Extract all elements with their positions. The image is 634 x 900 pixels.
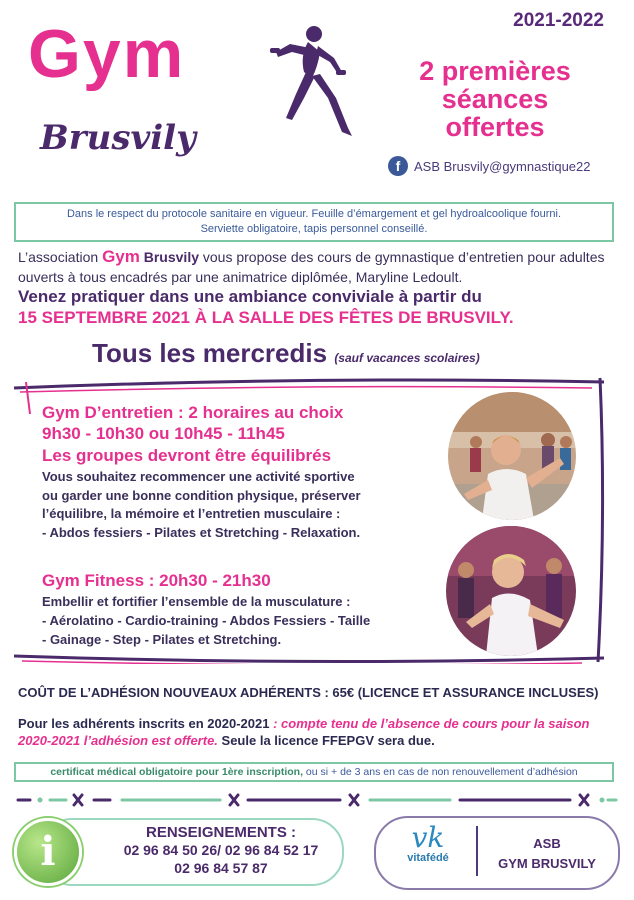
photo-gym-class-1: [448, 392, 576, 520]
contact-phone-1: 02 96 84 50 26/ 02 96 84 52 17: [123, 842, 319, 858]
cert-bold: certificat médical obligatoire pour 1ère inscription,: [50, 766, 303, 778]
offer-headline: 2 premières séances offertes: [419, 56, 571, 142]
intro-prefix: L’association: [18, 249, 103, 265]
vitafede-mark-icon: vk: [411, 821, 445, 854]
club-asb: ASB: [533, 836, 561, 851]
facebook-icon: f: [388, 156, 408, 176]
start-date: 15 SEPTEMBRE 2021 À LA SALLE DES FÊTES DE BRUSVILY.: [18, 308, 514, 328]
venez-line: Venez pratiquer dans une ambiance conviviale à partir du: [18, 287, 482, 306]
intro-brusvily: Brusvily: [143, 249, 199, 265]
season-label: 2021-2022: [513, 10, 604, 31]
logo-brusvily: Brusvily: [40, 118, 196, 158]
entretien-title: Gym D’entretien : 2 horaires au choix: [42, 403, 344, 422]
returning-members-note: [18, 716, 618, 750]
vitafede-logo: [388, 821, 468, 880]
entretien-line-2: ou garder une bonne condition physique, préserver: [42, 487, 361, 503]
photo-gym-class-2: [446, 526, 576, 656]
cert-rest: ou si + de 3 ans en cas de non renouvellement d’adhésion: [303, 766, 578, 778]
schedule-heading: [92, 338, 480, 369]
entretien-groups: Les groupes devront être équilibrés: [42, 445, 332, 465]
entretien-line-4: - Abdos fessiers - Pilates et Stretching - Relaxation.: [42, 525, 361, 541]
contact-title: RENSEIGNEMENTS :: [145, 824, 296, 841]
gym-entretien-section: [42, 402, 422, 543]
notice-line-2: Serviette obligatoire, tapis personnel conseillé.: [200, 222, 428, 235]
schedule-note: (sauf vacances scolaires): [334, 351, 480, 365]
membership-cost: COÛT DE L’ADHÉSION NOUVEAUX ADHÉRENTS : 65€ (LICENCE ET ASSURANCE INCLUSES): [18, 685, 599, 700]
partner-divider: [476, 826, 478, 876]
vitafede-label: vitafédé: [407, 852, 449, 864]
schedule-title: Tous les mercredis: [92, 338, 328, 368]
fitness-line-3: - Gainage - Step - Pilates et Stretching.: [42, 631, 282, 647]
fitness-line-2: - Aérolatino - Cardio-training - Abdos Fessiers - Taille: [42, 613, 371, 629]
club-gym: GYM BRUSVILY: [498, 855, 596, 871]
facebook-link[interactable]: [388, 156, 591, 176]
entretien-line-1: Vous souhaitez recommencer une activité sportive: [42, 468, 355, 484]
decorative-divider: [10, 792, 620, 808]
gym-fitness-section: [42, 570, 422, 650]
fitness-line-1: Embellir et fortifier l’ensemble de la musculature :: [42, 594, 351, 610]
fitness-title: Gym Fitness : 20h30 - 21h30: [42, 571, 271, 590]
sanitary-notice: [14, 202, 614, 242]
fitness-description: [42, 593, 422, 650]
entretien-line-3: l’équilibre, la mémoire et l’entretien musculaire :: [42, 506, 341, 522]
adh-prefix: Pour les adhérents inscrits en 2020-2021: [18, 716, 274, 731]
intro-gym: Gym: [102, 247, 140, 266]
contact-phone-2: 02 96 84 57 87: [174, 860, 268, 877]
intro-suffix: vous propose des cours de gymnastique d’entretien pour adultes ouverts à tous encadrés par une animatrice diplômée, Maryline Ledoult.: [18, 249, 605, 286]
club-name: [480, 834, 614, 873]
contact-details: [96, 824, 346, 877]
adh-suffix: Seule la licence FFEPGV sera due.: [217, 732, 435, 748]
intro-paragraph: [18, 246, 618, 286]
adh-offer: : compte tenu de l’absence de cours pour la saison 2020-2021 l’adhésion est offerte.: [18, 716, 590, 748]
facebook-handle: ASB Brusvily@gymnastique22: [414, 158, 591, 174]
entretien-description: [42, 468, 422, 543]
dancer-figure-icon: [262, 22, 358, 144]
logo-gym: Gym: [28, 16, 186, 92]
entretien-hours: 9h30 - 10h30 ou 10h45 - 11h45: [42, 424, 285, 444]
notice-line-1: Dans le respect du protocole sanitaire en vigueur. Feuille d’émargement et gel hydroalcoolique fourni.: [66, 208, 562, 220]
start-announcement: [18, 286, 618, 329]
info-icon: i: [14, 818, 82, 886]
medical-certificate-note: [14, 762, 614, 782]
